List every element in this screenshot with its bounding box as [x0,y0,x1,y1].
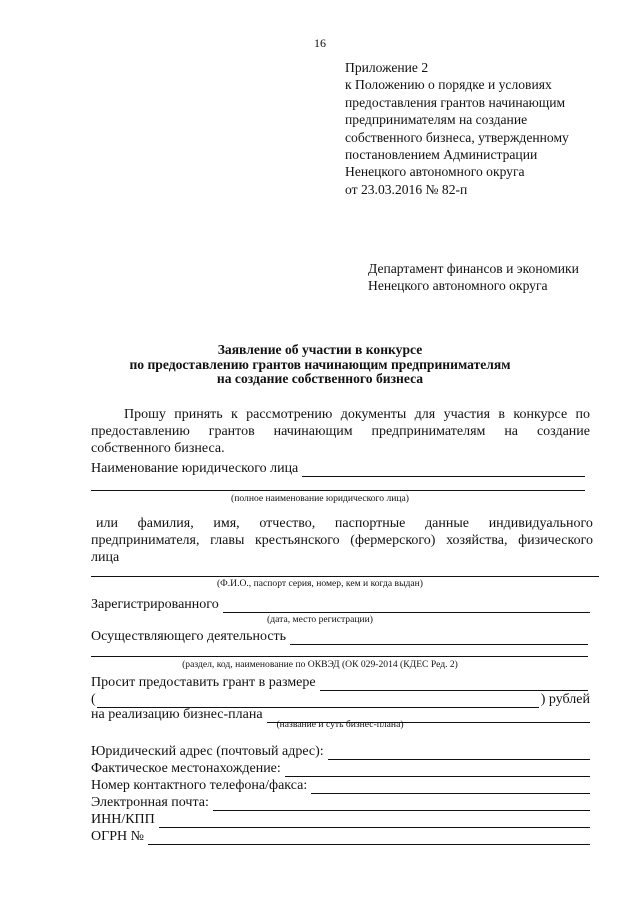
registered-label: Зарегистрированного [91,597,219,612]
intro-line-3: собственного бизнеса. [91,441,225,456]
activity-row [91,628,588,645]
appendix-line: Ненецкого автономного округа [345,164,525,180]
or-line-3: лица [91,550,120,565]
recipient-line: Департамент финансов и экономики [368,261,579,276]
actual-location-field[interactable] [285,764,590,777]
or-line-2: предпринимателя, главы крестьянского (фермерского) хозяйства, физического [91,533,593,548]
email-label: Электронная почта: [91,795,209,810]
appendix-line: предпринимателям на создание [345,112,528,128]
grant-label: Просит предоставить грант в размере [91,675,316,690]
phone-field[interactable] [311,781,590,794]
activity-field-line2[interactable] [91,656,588,657]
legal-address-row [91,743,590,760]
appendix-header [345,59,569,198]
appendix-line: предоставления грантов начинающим [345,94,566,110]
or-line-1: или фамилия, имя, отчество, паспортные данные индивидуального [96,516,593,531]
title-line: на создание собственного бизнеса [216,371,424,386]
grant-row [91,674,588,691]
legal-entity-caption: (полное наименование юридического лица) [231,493,409,504]
phone-row [91,777,590,794]
legal-address-field[interactable] [328,747,590,760]
ogrn-field[interactable] [148,832,590,845]
legal-entity-row [91,460,585,477]
ogrn-row [91,828,590,845]
person-field[interactable] [91,576,599,577]
grant-amount-field[interactable] [320,678,588,691]
title-line: Заявление об участии в конкурсе [217,342,423,357]
activity-caption: (раздел, код, наименование по ОКВЭД (ОК 029-2014 (КДЕС Ред. 2) [182,659,458,670]
activity-field[interactable] [290,632,588,645]
actual-location-row [91,760,590,777]
actual-location-label: Фактическое местонахождение: [91,761,281,776]
appendix-line: к Положению о порядке и условиях [345,77,552,93]
person-caption: (Ф.И.О., паспорт серия, номер, кем и когда выдан) [216,578,423,589]
registered-field[interactable] [223,600,590,613]
plan-label: на реализацию бизнес-плана [91,707,263,722]
appendix-line: от 23.03.2016 № 82-п [345,181,468,197]
legal-entity-field-line2[interactable] [91,490,585,491]
email-field[interactable] [213,798,590,811]
registered-row [91,596,590,613]
legal-entity-field[interactable] [302,464,585,477]
email-row [91,794,590,811]
title-line: по предоставлению грантов начинающим предпринимателям [129,356,511,372]
inn-field[interactable] [159,815,590,828]
inn-label: ИНН/КПП [91,812,155,827]
recipient-block [368,260,579,295]
appendix-line: постановлением Администрации [345,147,538,163]
intro-line-2: предоставлению грантов начинающим предпринимателям на создание [91,424,590,439]
ogrn-label: ОГРН № [91,829,144,844]
page-number: 16 [314,36,326,50]
plan-caption: (название и суть бизнес-плана) [276,719,404,730]
appendix-line: собственного бизнеса, утвержденному [345,129,569,145]
registered-caption: (дата, место регистрации) [267,614,373,625]
currency-label: ) рублей [540,692,590,707]
legal-address-label: Юридический адрес (почтовый адрес): [91,744,324,759]
phone-label: Номер контактного телефона/факса: [91,778,308,793]
legal-entity-label: Наименование юридического лица [91,461,299,476]
document-title [0,343,640,387]
open-paren: ( [91,692,96,707]
activity-label: Осуществляющего деятельность [91,629,287,644]
appendix-line: Приложение 2 [345,60,429,75]
intro-line-1: Прошу принять к рассмотрению документы для участия в конкурсе по [124,407,590,422]
recipient-line: Ненецкого автономного округа [368,278,548,294]
inn-row [91,811,590,828]
